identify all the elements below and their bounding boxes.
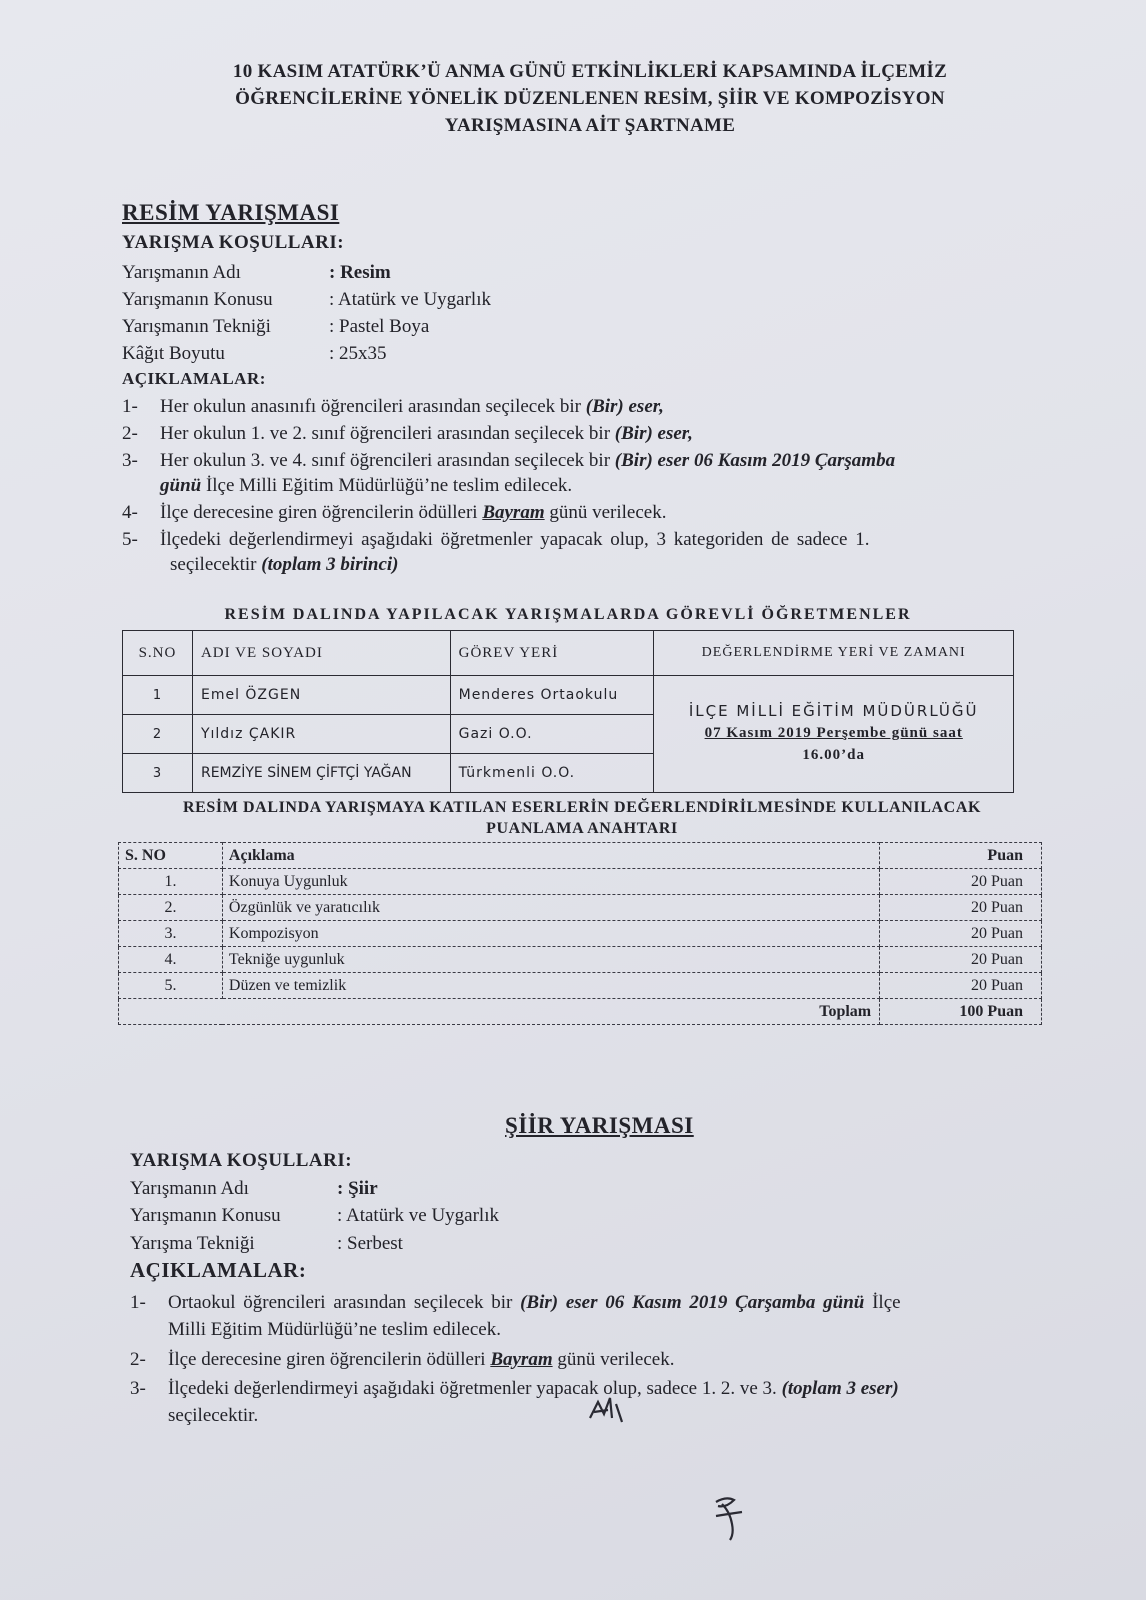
table-row: 1 Emel ÖZGEN Menderes Ortaokulu İLÇE MİLLİ EĞİTİM MÜDÜRLÜĞÜ 07 Kasım 2019 Perşembe günü saat 16.00’da <box>123 676 1014 715</box>
field-value: : Resim <box>329 262 391 283</box>
title-line-2: ÖĞRENCİLERİNE YÖNELİK DÜZENLENEN RESİM, ŞİİR VE KOMPOZİSYON <box>235 88 945 109</box>
siir-notes-list: 1- Ortaokul öğrencileri arasından seçilecek bir (Bir) eser 06 Kasım 2019 Çarşamba günü İlçe Milli Eğitim Müdürlüğü’ne teslim edilecek. 2- İlçe derecesine giren öğrencilerin ödülleri Bayram günü verilecek. 3- İlçedeki değerlendirmeyi aşağıdaki öğretmenler yapacak olup, sadece 1. 2. ve 3. (toplam 3 eser) seçilecektir. <box>130 1292 901 1426</box>
table-header-row: S.NO ADI VE SOYADI GÖREV YERİ DEĞERLENDİRME YERİ VE ZAMANI <box>123 631 1014 676</box>
field-label: Kâğıt Boyutu <box>122 343 225 364</box>
resim-field-name <box>122 262 622 289</box>
score-table <box>118 842 1042 1025</box>
table-row: 1. Konuya Uygunluk 20 Puan <box>119 869 1042 895</box>
table-total-row: Toplam 100 Puan <box>119 999 1042 1025</box>
teachers-table-caption: RESİM DALINDA YAPILACAK YARIŞMALARDA GÖREVLİ ÖĞRETMENLER <box>224 606 912 623</box>
title-line-1: 10 KASIM ATATÜRK’Ü ANMA GÜNÜ ETKİNLİKLERİ KAPSAMINDA İLÇEMİZ <box>232 61 948 82</box>
resim-heading: RESİM YARIŞMASI <box>122 200 340 225</box>
siir-field-name: Yarışmanın Adı : Şiir <box>130 1178 378 1199</box>
siir-field-topic: Yarışmanın Konusu : Atatürk ve Uygarlık <box>130 1205 499 1226</box>
siir-conditions-heading: YARIŞMA KOŞULLARI: <box>130 1150 353 1171</box>
siir-notes-heading: AÇIKLAMALAR: <box>130 1258 307 1282</box>
resim-notes-heading: AÇIKLAMALAR: <box>122 369 266 388</box>
page-mark-scribble-icon <box>712 1494 752 1542</box>
table-row: 4. Tekniğe uygunluk 20 Puan <box>119 947 1042 973</box>
evaluation-place-time: İLÇE MİLLİ EĞİTİM MÜDÜRLÜĞÜ 07 Kasım 2019 Perşembe günü saat 16.00’da <box>654 676 1014 793</box>
resim-field-technique <box>122 316 622 343</box>
siir-field-technique: Yarışma Tekniği : Serbest <box>130 1233 403 1254</box>
resim-notes-list: 1- Her okulun anasınıfı öğrencileri arasından seçilecek bir (Bir) eser, 2- Her okulun 1. ve 2. sınıf öğrencileri arasından seçilecek bir (Bir) eser, 3- Her okulun 3. ve 4. sınıf öğrencileri arasından seçilecek bir (Bir) eser 06 Kasım 2019 Çarşamba günü İlçe Milli Eğitim Müdürlüğü’ne teslim edilecek. 4- İlçe derecesine giren öğrencilerin ödülleri Bayram günü verilecek. 5- İlçedeki değerlendirmeyi aşağıdaki öğretmenler yapacak olup, 3 kategoriden de sadece 1. seçilecektir (toplam 3 birinci) <box>122 396 896 575</box>
table-row: 3. Kompozisyon 20 Puan <box>119 921 1042 947</box>
resim-field-topic <box>122 289 622 316</box>
field-label: Yarışmanın Adı <box>122 262 241 283</box>
table-row: 3 REMZİYE SİNEM ÇİFTÇİ YAĞAN Türkmenli O.O. <box>123 754 1014 793</box>
field-label: Yarışmanın Tekniği <box>122 316 271 337</box>
document-title <box>120 58 1060 139</box>
resim-conditions-heading: YARIŞMA KOŞULLARI: <box>122 232 345 253</box>
score-table-caption: RESİM DALINDA YARIŞMAYA KATILAN ESERLERİN DEĞERLENDİRİLMESİNDE KULLANILACAK PUANLAMA ANAHTARI <box>182 799 982 837</box>
siir-heading: ŞİİR YARIŞMASI <box>505 1113 694 1138</box>
table-row: 2. Özgünlük ve yaratıcılık 20 Puan <box>119 895 1042 921</box>
teachers-table <box>122 630 1014 793</box>
title-line-3: YARIŞMASINA AİT ŞARTNAME <box>444 115 736 136</box>
field-label: Yarışmanın Konusu <box>122 289 273 310</box>
initial-scribble-icon <box>586 1388 630 1428</box>
table-row: 2 Yıldız ÇAKIR Gazi O.O. <box>123 715 1014 754</box>
table-row: 5. Düzen ve temizlik 20 Puan <box>119 973 1042 999</box>
field-value: : 25x35 <box>329 343 387 364</box>
table-header-row: S. NO Açıklama Puan <box>119 843 1042 869</box>
field-value: : Pastel Boya <box>329 316 430 337</box>
resim-field-paper-size <box>122 343 622 370</box>
field-value: : Atatürk ve Uygarlık <box>329 289 491 310</box>
